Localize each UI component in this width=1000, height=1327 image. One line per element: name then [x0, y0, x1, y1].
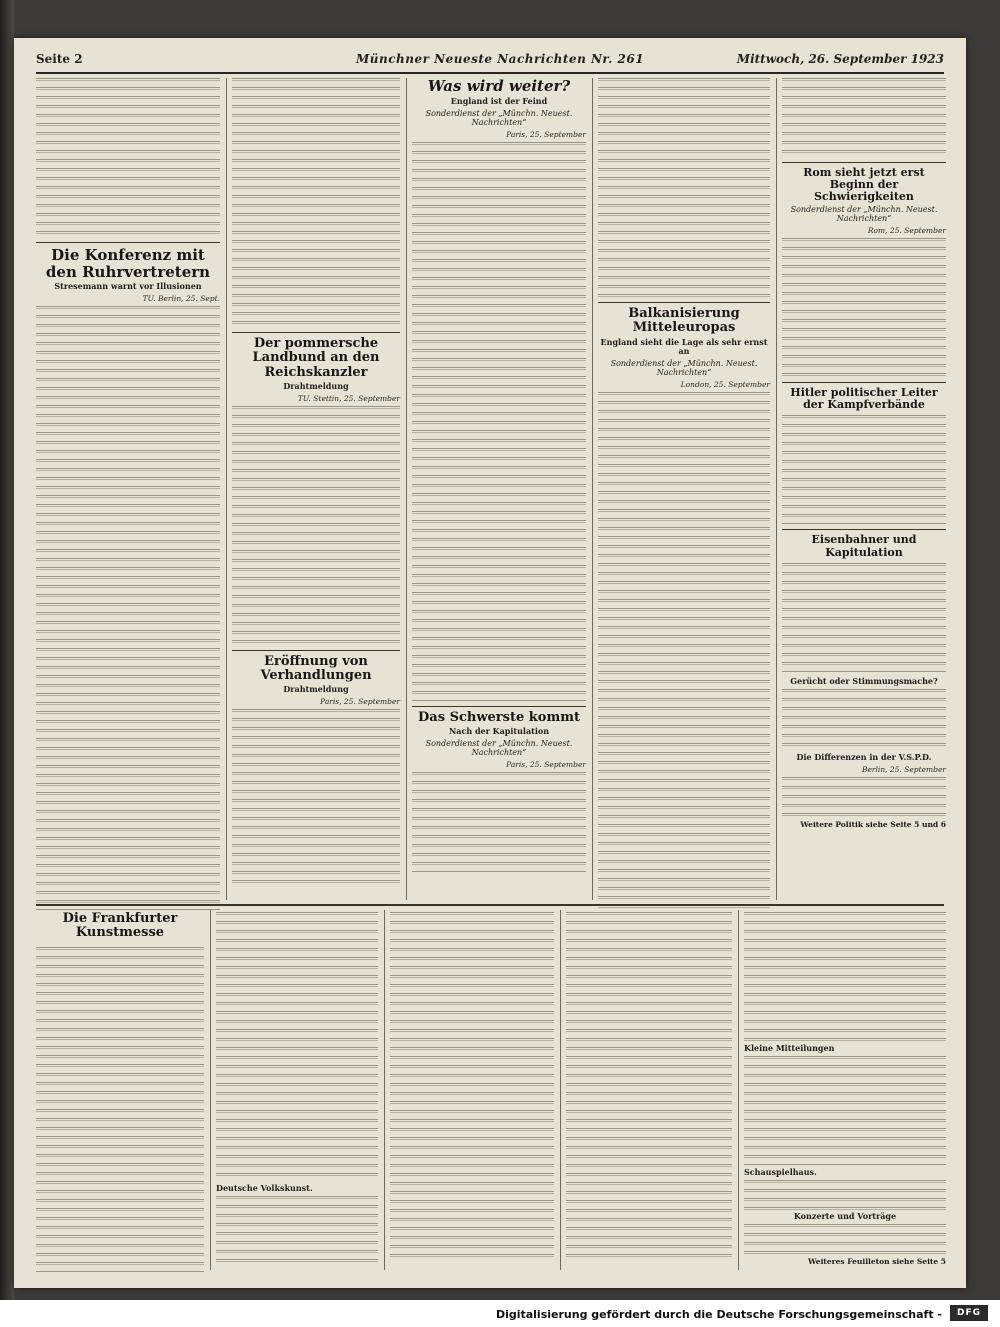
headline-hitler: Hitler politischer Leiter der Kampfverbände [790, 386, 938, 412]
column-rule [226, 78, 227, 900]
more-feuilleton-note: Weiteres Feuilleton siehe Seite 5 [808, 1257, 946, 1266]
headline-kunstmesse: Die Frankfurter Kunstmesse [62, 911, 178, 941]
body-text [744, 1056, 946, 1166]
funding-note: Digitalisierung gefördert durch die Deutsche Forschungsgemeinschaft - [495, 1308, 942, 1321]
column-2 [232, 78, 400, 889]
headline-geruecht: Gerücht oder Stimmungsmache? [790, 675, 938, 686]
service-balkanisierung: Sonderdienst der „Münchn. Neuest. Nachrichten“ [610, 358, 758, 377]
body-text [744, 1180, 946, 1210]
body-text [232, 709, 400, 889]
headline-konferenz: Die Konferenz mit den Ruhrvertretern [45, 246, 211, 281]
dateline-rom: Rom, 25. September [867, 226, 946, 236]
page-label: Seite 2 [36, 52, 83, 66]
dateline-landbund: TU. Stettin, 25. September [297, 393, 400, 403]
column-rule [776, 78, 777, 900]
article-rule [598, 302, 770, 303]
body-text [782, 689, 946, 749]
feuilleton-column-4 [566, 912, 732, 1262]
body-text [782, 78, 946, 158]
subtitle-schwerste: Nach der Kapitulation [448, 725, 550, 736]
column-rule [560, 910, 561, 1270]
body-text [216, 912, 378, 1182]
column-5 [782, 78, 946, 829]
headline-differenzen: Die Differenzen in der V.S.P.D. [796, 751, 932, 762]
body-text [744, 1224, 946, 1254]
dateline-schwerste: Paris, 25. September [506, 759, 586, 769]
digitization-footer [0, 1300, 1000, 1327]
feuilleton-column-1 [36, 912, 204, 1272]
body-text [232, 78, 400, 328]
body-text [412, 142, 586, 702]
subtitle-verhandlungen: Drahtmeldung [283, 684, 349, 695]
article-rule [412, 706, 586, 707]
feuilleton-column-5 [744, 912, 946, 1266]
article-rule [232, 650, 400, 651]
headline-schauspielhaus: Schauspielhaus. [744, 1167, 817, 1177]
book-spine [0, 0, 14, 1327]
dateline-verhandlungen: Paris, 25. September [320, 697, 400, 707]
page-header [36, 52, 944, 74]
body-text [232, 406, 400, 646]
column-3 [412, 78, 586, 872]
body-text [36, 306, 220, 911]
headline-eisenbahner: Eisenbahner und Kapitulation [811, 533, 917, 559]
section-divider [36, 904, 944, 906]
body-text [412, 772, 586, 872]
headline-balkanisierung: Balkanisierung Mitteleuropas [628, 306, 740, 336]
body-text [782, 238, 946, 378]
column-rule [384, 910, 385, 1270]
column-rule [210, 910, 211, 1270]
service-was-wird: Sonderdienst der „Münchn. Neuest. Nachrichten“ [425, 108, 573, 127]
service-rom: Sonderdienst der „Münchn. Neuest. Nachrichten“ [790, 205, 938, 224]
body-text [598, 78, 770, 298]
body-text [744, 912, 946, 1042]
body-text [782, 777, 946, 817]
more-politics-note: Weitere Politik siehe Seite 5 und 6 [800, 819, 946, 829]
subtitle-balkanisierung: England sieht die Lage als sehr ernst an [600, 336, 768, 356]
column-rule [406, 78, 407, 900]
dateline-konferenz: TU. Berlin, 25. Sept. [142, 294, 220, 303]
article-rule [232, 332, 400, 333]
column-4 [598, 78, 770, 912]
subtitle-landbund: Drahtmeldung [283, 380, 349, 391]
dateline-was-wird: Paris, 25. September [506, 129, 586, 139]
body-text [36, 947, 204, 1272]
dateline-differenzen: Berlin, 25. September [861, 764, 946, 774]
article-rule [782, 162, 946, 163]
column-rule [592, 78, 593, 900]
column-rule [738, 910, 739, 1270]
service-schwerste: Sonderdienst der „Münchn. Neuest. Nachrichten“ [425, 738, 573, 757]
newspaper-page [14, 38, 966, 1288]
headline-rom: Rom sieht jetzt erst Beginn der Schwierigkeiten [803, 166, 925, 204]
body-text [36, 78, 220, 238]
body-text [782, 415, 946, 525]
headline-verhandlungen: Eröffnung von Verhandlungen [260, 653, 372, 684]
dateline-balkanisierung: London, 25. September [680, 379, 770, 389]
article-rule [36, 242, 220, 243]
feuilleton-column-2 [216, 912, 378, 1266]
headline-konzerte: Konzerte und Vorträge [793, 1211, 897, 1221]
body-text [598, 392, 770, 912]
subtitle-konferenz: Stresemann warnt vor Illusionen [54, 281, 202, 291]
headline-kleine-mitteilungen: Kleine Mitteilungen [744, 1043, 835, 1053]
body-text [216, 1196, 378, 1266]
dfg-logo: DFG [950, 1305, 988, 1321]
article-rule [782, 529, 946, 530]
article-rule [782, 382, 946, 383]
headline-schwerste: Das Schwerste kommt [418, 709, 580, 725]
column-1 [36, 78, 220, 911]
feuilleton-column-3 [390, 912, 554, 1262]
body-text [566, 912, 732, 1262]
issue-date: Mittwoch, 26. September 1923 [736, 52, 944, 66]
subtitle-was-wird: England ist der Feind [450, 95, 548, 106]
body-text [390, 912, 554, 1262]
headline-landbund: Der pommersche Landbund an den Reichskanzler [252, 336, 380, 380]
paper-name: Münchner Neueste Nachrichten Nr. 261 [356, 52, 645, 66]
headline-volkskunst: Deutsche Volkskunst. [216, 1183, 313, 1193]
body-text [782, 563, 946, 673]
headline-was-wird: Was wird weiter? [427, 77, 571, 95]
